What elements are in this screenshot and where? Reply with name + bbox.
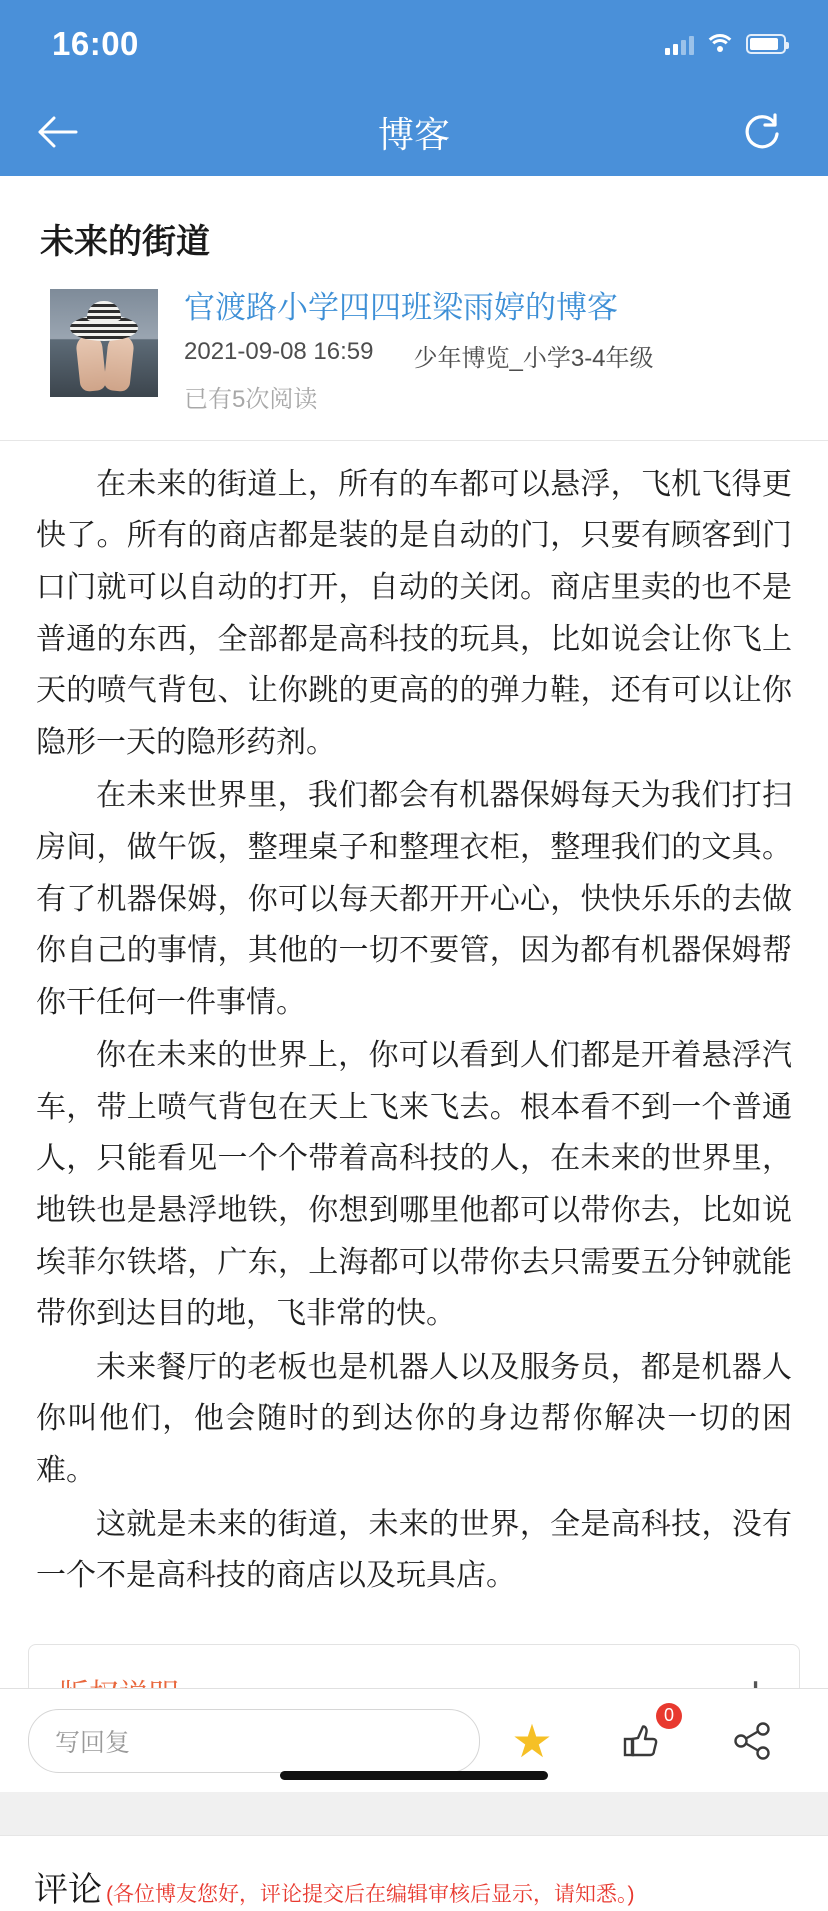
author-meta	[0, 263, 828, 441]
avatar	[50, 289, 158, 397]
article-title: 未来的街道	[40, 223, 210, 261]
article-paragraph: 未来餐厅的老板也是机器人以及服务员，都是机器人你叫他们，他会随时的到达你的身边帮你解决一切的困难。	[36, 1350, 792, 1488]
like-count-badge: 0	[656, 1703, 682, 1729]
navigation-bar	[0, 88, 828, 176]
star-icon: ★	[511, 1714, 553, 1767]
bottom-icons	[506, 1705, 800, 1767]
share-icon	[730, 1719, 774, 1763]
back-button[interactable]	[30, 104, 86, 160]
reply-input[interactable]: 写回复	[28, 1709, 480, 1773]
article-paragraph: 在未来世界里，我们都会有机器保姆每天为我们打扫房间，做午饭，整理桌子和整理衣柜，整理我们的文具。有了机器保姆，你可以每天都开开心心，快快乐乐的去做你自己的事情，其他的一切不要管，因为都有机器保姆帮你干任何一件事情。	[36, 779, 792, 1019]
comments-note: (各位博友您好，评论提交后在编辑审核后显示，请知悉。)	[106, 1882, 635, 1906]
article-paragraph: 你在未来的世界上，你可以看到人们都是开着悬浮汽车，带上喷气背包在天上飞来飞去。根本看不到一个普通人，只能看见一个个带着高科技的人，在未来的世界里，地铁也是悬浮地铁，你想到哪里他都可以带你去，比如说埃菲尔铁塔，广东，上海都可以带你去只需要五分钟就能带你到达目的地，飞非常的快。	[36, 1039, 792, 1331]
publish-date: 2021-09-08 16:59	[184, 337, 374, 365]
article-category: 少年博览_小学3-4年级	[413, 344, 654, 372]
like-button[interactable]	[616, 1705, 674, 1767]
status-indicators	[665, 33, 786, 55]
article-body	[0, 441, 828, 1614]
article-paragraph: 在未来的街道上，所有的车都可以悬浮，飞机飞得更快了。所有的商店都是装的是自动的门，只要有顾客到门口门就可以自动的打开，自动的关闭。商店里卖的也不是普通的东西，全部都是高科技的玩具，比如说会让你飞上天的喷气背包、让你跳的更高的的弹力鞋，还有可以让你隐形一天的隐形药剂。	[36, 467, 792, 759]
battery-icon	[746, 34, 786, 54]
blog-name-link[interactable]: 官渡路小学四四班梁雨婷的博客	[184, 290, 618, 325]
star-button[interactable]	[506, 1715, 558, 1767]
wifi-icon	[706, 34, 734, 54]
home-indicator	[280, 1771, 548, 1780]
article-scroll-area[interactable]	[0, 176, 828, 1911]
share-button[interactable]	[726, 1715, 778, 1767]
page-title: 博客	[377, 113, 450, 155]
refresh-button[interactable]	[734, 104, 790, 160]
article-paragraph: 这就是未来的街道，未来的世界，全是高科技，没有一个不是高科技的商店以及玩具店。	[36, 1507, 792, 1593]
cellular-signal-icon	[665, 33, 694, 55]
status-time: 16:00	[52, 25, 139, 62]
status-bar	[0, 0, 828, 88]
read-count: 已有5次阅读	[184, 385, 318, 413]
thumbs-up-icon	[620, 1719, 664, 1763]
comments-title: 评论	[34, 1870, 102, 1909]
comments-header	[0, 1836, 828, 1911]
